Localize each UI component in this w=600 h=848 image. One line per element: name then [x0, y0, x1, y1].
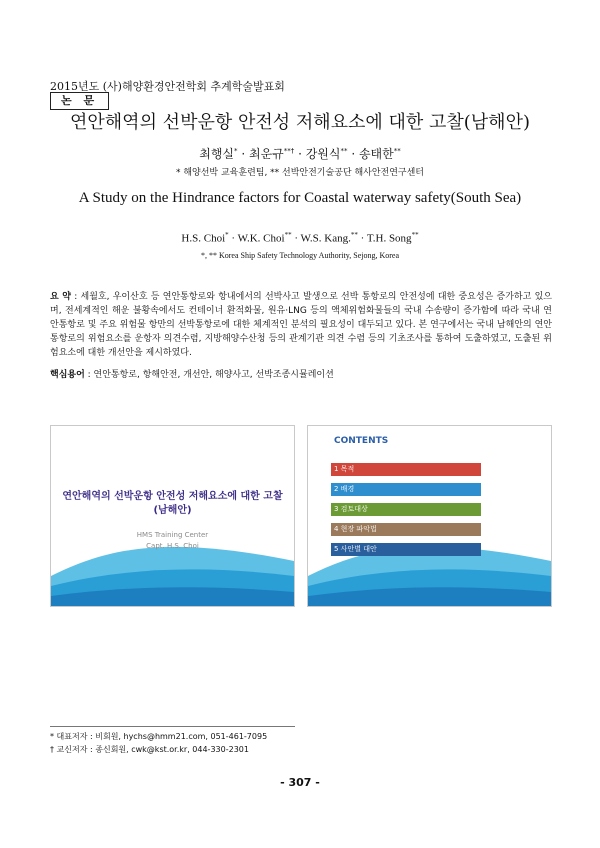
- conference-name: 2015년도 (사)해양환경안전학회 추계학술발표회: [50, 80, 285, 93]
- author-3-mark: **: [340, 147, 348, 155]
- abstract-label: 요 약: [50, 292, 71, 302]
- slide-title-line-1: 연안해역의 선박운항 안전성 저해요소에 대한 고찰: [62, 491, 283, 502]
- contents-item-3: 3 검토대상: [331, 503, 481, 516]
- keywords: [50, 367, 334, 380]
- author-2-mark: **†: [283, 147, 295, 155]
- affiliation-english: *, ** Korea Ship Safety Technology Authority, Sejong, Korea: [200, 251, 400, 260]
- title-slide-image: [50, 425, 295, 607]
- slide-org: HMS Training Center: [136, 531, 209, 539]
- author-separator: ·: [237, 147, 249, 161]
- slide-wave-graphic: [308, 426, 551, 606]
- abstract: [50, 290, 552, 360]
- author-1-en-mark: *: [225, 231, 229, 239]
- author-4: 송태한: [358, 147, 394, 161]
- slide-title: [51, 490, 294, 518]
- contents-item-1: 1 목적: [331, 463, 481, 476]
- footnote-co-author: † 교신저자 : 종신회원, cwk@kst.or.kr, 044-330-2301: [50, 745, 249, 754]
- author-4-en: T.H. Song: [366, 232, 412, 245]
- affiliation-korean: * 해양선박 교육훈련팀, ** 선박안전기술공단 해사안전연구센터: [175, 168, 425, 178]
- author-2: 최운규: [248, 147, 284, 161]
- contents-item-4: 4 현장 파악법: [331, 523, 481, 536]
- title-korean: 연안해역의 선박운항 안전성 저해요소에 대한 고찰(남해안): [70, 112, 530, 133]
- keywords-text: : 연안통항로, 항해안전, 개선안, 해양사고, 선박조종시뮬레이션: [84, 370, 334, 380]
- contents-item-5: 5 사안별 대안: [331, 543, 481, 556]
- author-separator: ·: [357, 232, 367, 245]
- keywords-label: 핵심용어: [50, 370, 85, 380]
- author-separator: ·: [347, 147, 359, 161]
- author-3-en-mark: **: [350, 231, 358, 239]
- author-2-en-mark: **: [284, 231, 292, 239]
- author-separator: ·: [294, 147, 306, 161]
- authors-english: [0, 231, 600, 245]
- author-1-en: H.S. Choi: [181, 232, 226, 245]
- authors-korean: [0, 145, 600, 162]
- contents-slide-image: [307, 425, 552, 607]
- author-4-mark: **: [393, 147, 401, 155]
- author-1: 최행실: [199, 147, 235, 161]
- author-2-en: W.K. Choi: [237, 232, 285, 245]
- author-separator: ·: [228, 232, 238, 245]
- abstract-text: : 세월호, 우이산호 등 연안통항로와 항내에서의 선박사고 발생으로 선박 통항로의 안전성에 대한 중요성은 증가하고 있으며, 전세계적인 해운 불황속에서도 컨테이너 환적화물, 원유·LNG 등의 액체위험화물들의 국내 수송량이 증가함에 따라 국내 연안통항로 및 주요 위험물 항만의 선박통항로에 대한 체계적인 분석의 필요성이 대두되고 있다. 본 연구에서는 국내 남해안의 연안통항로의 위험요소를 운항자 의견수렴, 지방해양수산청 등의 관계기관 의견 수렴 등의 기초조사를 통하여 도출하였고, 도출된 위험요소에 대한 개선안을 제시하였다.: [50, 292, 552, 358]
- contents-heading: CONTENTS: [334, 436, 389, 446]
- author-4-en-mark: **: [411, 231, 419, 239]
- page-number: - 307 -: [280, 776, 320, 789]
- contents-item-2: 2 배경: [331, 483, 481, 496]
- slide-title-line-2: (남해안): [153, 505, 192, 516]
- author-3: 강원식: [305, 147, 341, 161]
- footnote-divider: [50, 726, 295, 727]
- slide-subtitle: [51, 530, 294, 552]
- author-3-en: W.S. Kang.: [300, 232, 351, 245]
- author-1-mark: *: [234, 147, 238, 155]
- title-english: A Study on the Hindrance factors for Coastal waterway safety(South Sea): [78, 190, 522, 206]
- footnote-corresponding-author: * 대표저자 : 비회원, hychs@hmm21.com, 051-461-7095: [50, 732, 268, 741]
- paper-type-badge: 논 문: [50, 92, 109, 110]
- author-separator: ·: [291, 232, 301, 245]
- slide-presenter: Capt. H.S. Choi: [146, 542, 199, 550]
